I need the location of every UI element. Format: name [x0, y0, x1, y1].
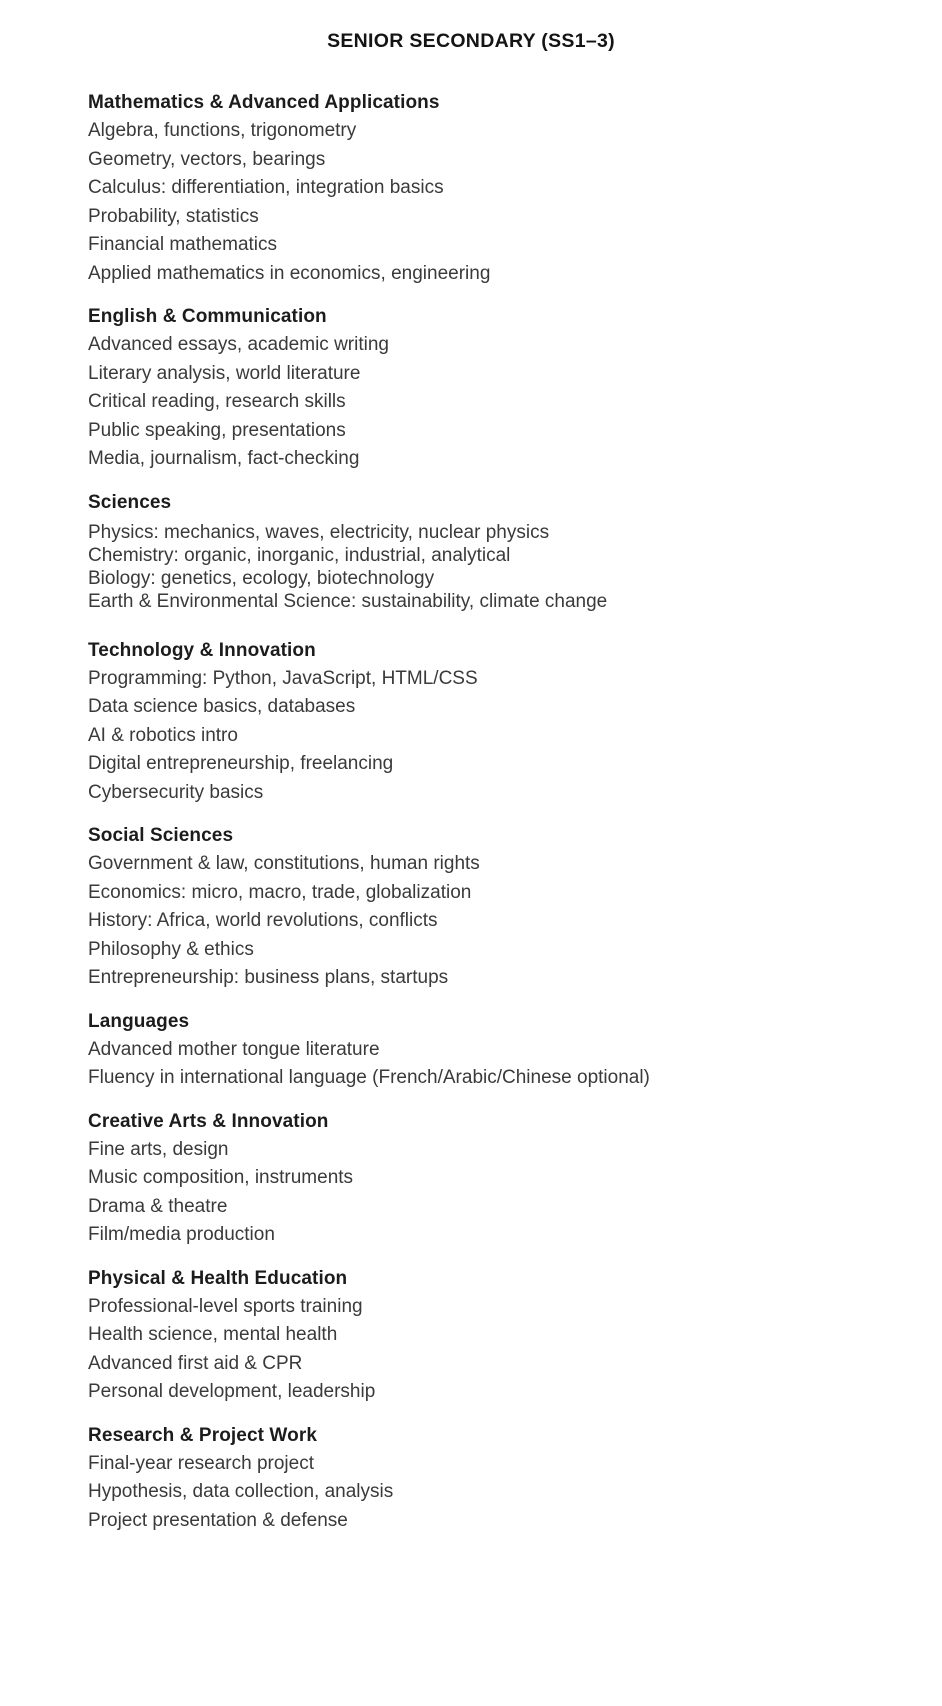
section-items: [88, 1136, 854, 1250]
course-item: Philosophy & ethics: [88, 938, 254, 960]
section-heading: Sciences: [88, 491, 172, 513]
section-heading: Physical & Health Education: [88, 1267, 348, 1289]
subject-section: [88, 1265, 854, 1407]
course-item: Data science basics, databases: [88, 696, 356, 718]
sections-container: [88, 89, 854, 1535]
course-item: Advanced essays, academic writing: [88, 334, 389, 355]
course-item: Cybersecurity basics: [88, 781, 264, 803]
section-heading: English & Communication: [88, 306, 327, 327]
course-item: AI & robotics intro: [88, 724, 238, 746]
section-items: [88, 1450, 854, 1536]
course-item: Personal development, leadership: [88, 1381, 376, 1403]
section-items: [88, 665, 854, 808]
course-item: Programming: Python, JavaScript, HTML/CSS: [88, 667, 478, 689]
subject-section: [88, 1422, 854, 1536]
section-heading: Research & Project Work: [88, 1424, 317, 1446]
course-item: Advanced mother tongue literature: [88, 1038, 380, 1060]
subject-section: [88, 1108, 854, 1250]
course-item: Earth & Environmental Science: sustainability, climate change: [88, 591, 608, 613]
subject-section: [88, 303, 854, 474]
course-item: Fine arts, design: [88, 1138, 229, 1160]
course-item: Health science, mental health: [88, 1324, 338, 1346]
subject-section: [88, 1008, 854, 1093]
course-item: Hypothesis, data collection, analysis: [88, 1481, 394, 1503]
course-item: Economics: micro, macro, trade, globalization: [88, 881, 472, 903]
course-item: Fluency in international language (French/Arabic/Chinese optional): [88, 1067, 650, 1089]
course-item: Government & law, constitutions, human rights: [88, 853, 480, 875]
course-item: Professional-level sports training: [88, 1295, 363, 1317]
course-item: Film/media production: [88, 1224, 275, 1246]
course-item: History: Africa, world revolutions, conflicts: [88, 910, 438, 932]
course-item: Geometry, vectors, bearings: [88, 148, 326, 170]
course-item: Algebra, functions, trigonometry: [88, 120, 357, 141]
course-item: Project presentation & defense: [88, 1509, 348, 1531]
course-item: Media, journalism, fact-checking: [88, 448, 360, 469]
subject-section: [88, 89, 854, 288]
page-title: SENIOR SECONDARY (SS1–3): [327, 30, 615, 52]
course-item: Final-year research project: [88, 1452, 314, 1474]
course-item: Digital entrepreneurship, freelancing: [88, 753, 394, 775]
course-item: Advanced first aid & CPR: [88, 1352, 303, 1374]
section-items: [88, 850, 854, 993]
course-item: Drama & theatre: [88, 1195, 228, 1217]
course-item: Entrepreneurship: business plans, startups: [88, 967, 449, 989]
section-items: [88, 1036, 854, 1093]
course-item: Financial mathematics: [88, 234, 278, 255]
section-heading: Mathematics & Advanced Applications: [88, 92, 440, 113]
course-item: Probability, statistics: [88, 205, 259, 227]
course-item: Literary analysis, world literature: [88, 362, 361, 384]
section-items: [88, 117, 854, 288]
section-items: [88, 1293, 854, 1407]
course-item: Critical reading, research skills: [88, 391, 346, 412]
course-item: Calculus: differentiation, integration basics: [88, 177, 444, 198]
subject-section: [88, 637, 854, 808]
subject-section: [88, 822, 854, 993]
course-item: Physics: mechanics, waves, electricity, nuclear physics: [88, 521, 550, 543]
section-heading: Creative Arts & Innovation: [88, 1110, 329, 1132]
section-heading: Languages: [88, 1010, 190, 1032]
course-item: Chemistry: organic, inorganic, industrial, analytical: [88, 544, 511, 566]
section-items: [88, 517, 854, 622]
section-items: [88, 331, 854, 474]
course-item: Public speaking, presentations: [88, 419, 346, 441]
subject-section: [88, 489, 854, 622]
section-heading: Technology & Innovation: [88, 639, 316, 661]
course-item: Applied mathematics in economics, engineering: [88, 262, 491, 284]
course-item: Music composition, instruments: [88, 1167, 354, 1189]
section-heading: Social Sciences: [88, 825, 234, 847]
course-item: Biology: genetics, ecology, biotechnology: [88, 568, 435, 590]
